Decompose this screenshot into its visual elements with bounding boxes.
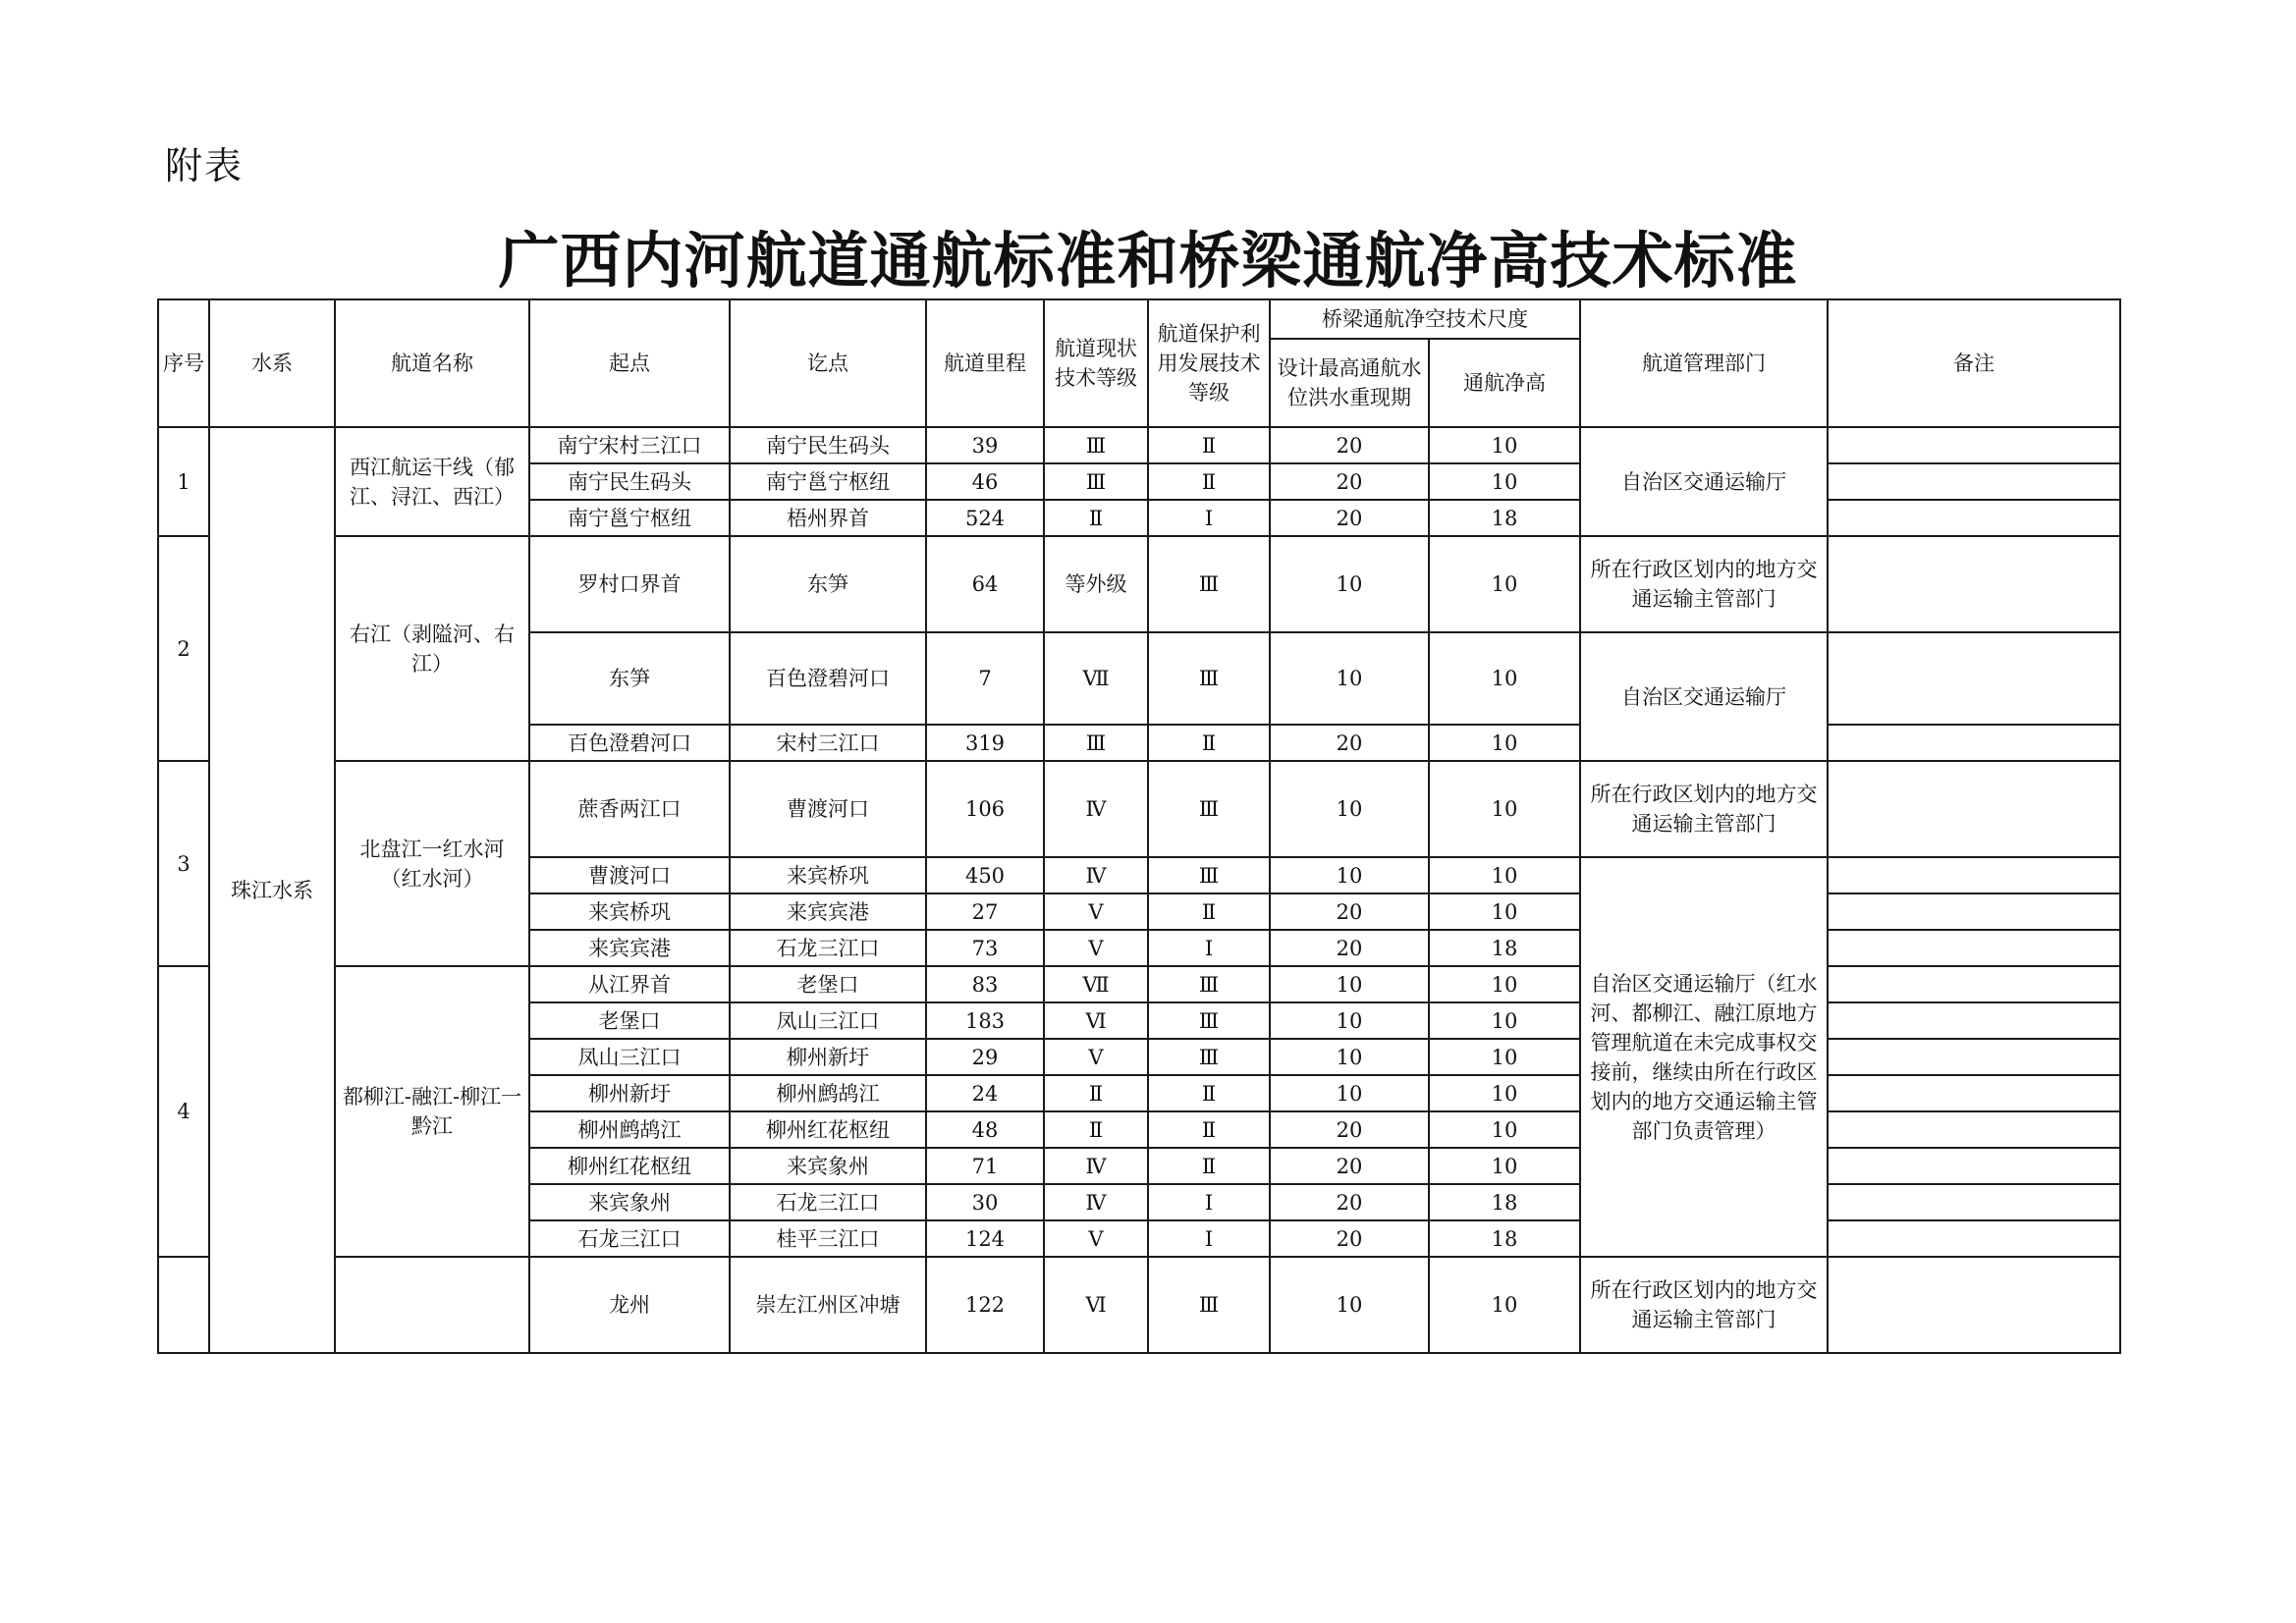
current-grade-cell: Ⅴ xyxy=(1044,1220,1148,1257)
current-grade-cell: 等外级 xyxy=(1044,536,1148,632)
note-cell xyxy=(1828,632,2120,725)
length-cell: 83 xyxy=(926,966,1044,1002)
dev-grade-cell: Ⅱ xyxy=(1148,725,1270,761)
end-cell: 百色澄碧河口 xyxy=(730,632,926,725)
start-cell: 南宁宋村三江口 xyxy=(529,427,730,463)
end-cell: 石龙三江口 xyxy=(730,1184,926,1220)
length-cell: 106 xyxy=(926,761,1044,857)
flood-period-cell: 10 xyxy=(1270,857,1429,893)
note-cell xyxy=(1828,463,2120,500)
header-start: 起点 xyxy=(529,299,730,427)
channel-name xyxy=(335,1257,529,1353)
length-cell: 7 xyxy=(926,632,1044,725)
group-seq: 4 xyxy=(158,966,209,1257)
length-cell: 24 xyxy=(926,1075,1044,1111)
flood-period-cell: 20 xyxy=(1270,1220,1429,1257)
end-cell: 宋村三江口 xyxy=(730,725,926,761)
current-grade-cell: Ⅵ xyxy=(1044,1257,1148,1353)
current-grade-cell: Ⅴ xyxy=(1044,930,1148,966)
length-cell: 71 xyxy=(926,1148,1044,1184)
length-cell: 39 xyxy=(926,427,1044,463)
channel-name: 都柳江-融江-柳江一黔江 xyxy=(335,966,529,1257)
clearance-cell: 10 xyxy=(1429,893,1580,930)
end-cell: 石龙三江口 xyxy=(730,930,926,966)
clearance-cell: 18 xyxy=(1429,1220,1580,1257)
clearance-cell: 18 xyxy=(1429,930,1580,966)
end-cell: 曹渡河口 xyxy=(730,761,926,857)
start-cell: 龙州 xyxy=(529,1257,730,1353)
clearance-cell: 10 xyxy=(1429,725,1580,761)
clearance-cell: 10 xyxy=(1429,761,1580,857)
flood-period-cell: 10 xyxy=(1270,1075,1429,1111)
note-cell xyxy=(1828,1002,2120,1039)
start-cell: 柳州红花枢纽 xyxy=(529,1148,730,1184)
channel-name: 西江航运干线（郁江、浔江、西江） xyxy=(335,427,529,536)
start-cell: 南宁民生码头 xyxy=(529,463,730,500)
current-grade-cell: Ⅲ xyxy=(1044,725,1148,761)
header-seq: 序号 xyxy=(158,299,209,427)
end-cell: 梧州界首 xyxy=(730,500,926,536)
flood-period-cell: 20 xyxy=(1270,1184,1429,1220)
flood-period-cell: 20 xyxy=(1270,463,1429,500)
dev-grade-cell: Ⅱ xyxy=(1148,1075,1270,1111)
header-length: 航道里程 xyxy=(926,299,1044,427)
start-cell: 柳州鹧鸪江 xyxy=(529,1111,730,1148)
header-note: 备注 xyxy=(1828,299,2120,427)
start-cell: 来宾桥巩 xyxy=(529,893,730,930)
end-cell: 凤山三江口 xyxy=(730,1002,926,1039)
dev-grade-cell: Ⅱ xyxy=(1148,463,1270,500)
note-cell xyxy=(1828,1111,2120,1148)
water-system-cell: 珠江水系 xyxy=(209,427,335,1353)
dev-grade-cell: Ⅲ xyxy=(1148,761,1270,857)
note-cell xyxy=(1828,1257,2120,1353)
header-clearance: 通航净高 xyxy=(1429,339,1580,427)
navigation-standards-table xyxy=(157,298,2121,1354)
start-cell: 老堡口 xyxy=(529,1002,730,1039)
start-cell: 凤山三江口 xyxy=(529,1039,730,1075)
dev-grade-cell: Ⅰ xyxy=(1148,1220,1270,1257)
note-cell xyxy=(1828,966,2120,1002)
dev-grade-cell: Ⅲ xyxy=(1148,632,1270,725)
group-seq: 3 xyxy=(158,761,209,966)
dev-grade-cell: Ⅲ xyxy=(1148,536,1270,632)
length-cell: 27 xyxy=(926,893,1044,930)
flood-period-cell: 20 xyxy=(1270,500,1429,536)
document-title: 广西内河航道通航标准和桥梁通航净高技术标准 xyxy=(498,225,1798,297)
clearance-cell: 10 xyxy=(1429,1075,1580,1111)
clearance-cell: 18 xyxy=(1429,500,1580,536)
start-cell: 蔗香两江口 xyxy=(529,761,730,857)
start-cell: 罗村口界首 xyxy=(529,536,730,632)
note-cell xyxy=(1828,1039,2120,1075)
flood-period-cell: 10 xyxy=(1270,1039,1429,1075)
flood-period-cell: 10 xyxy=(1270,761,1429,857)
dev-grade-cell: Ⅱ xyxy=(1148,893,1270,930)
dev-grade-cell: Ⅲ xyxy=(1148,857,1270,893)
flood-period-cell: 20 xyxy=(1270,1111,1429,1148)
clearance-cell: 10 xyxy=(1429,1257,1580,1353)
header-water-system: 水系 xyxy=(209,299,335,427)
clearance-cell: 18 xyxy=(1429,1184,1580,1220)
note-cell xyxy=(1828,930,2120,966)
dev-grade-cell: Ⅰ xyxy=(1148,930,1270,966)
length-cell: 124 xyxy=(926,1220,1044,1257)
management-cell: 所在行政区划内的地方交通运输主管部门 xyxy=(1580,761,1828,857)
length-cell: 73 xyxy=(926,930,1044,966)
clearance-cell: 10 xyxy=(1429,536,1580,632)
current-grade-cell: Ⅳ xyxy=(1044,761,1148,857)
end-cell: 老堡口 xyxy=(730,966,926,1002)
current-grade-cell: Ⅲ xyxy=(1044,427,1148,463)
current-grade-cell: Ⅱ xyxy=(1044,500,1148,536)
clearance-cell: 10 xyxy=(1429,1002,1580,1039)
current-grade-cell: Ⅱ xyxy=(1044,1075,1148,1111)
note-cell xyxy=(1828,725,2120,761)
end-cell: 桂平三江口 xyxy=(730,1220,926,1257)
flood-period-cell: 20 xyxy=(1270,893,1429,930)
note-cell xyxy=(1828,427,2120,463)
current-grade-cell: Ⅶ xyxy=(1044,966,1148,1002)
end-cell: 来宾桥巩 xyxy=(730,857,926,893)
header-flood-period: 设计最高通航水位洪水重现期 xyxy=(1270,339,1429,427)
clearance-cell: 10 xyxy=(1429,1111,1580,1148)
end-cell: 来宾宾港 xyxy=(730,893,926,930)
note-cell xyxy=(1828,857,2120,893)
note-cell xyxy=(1828,1184,2120,1220)
management-cell: 自治区交通运输厅（红水河、都柳江、融江原地方管理航道在未完成事权交接前，继续由所在行政区划内的地方交通运输主管部门负责管理） xyxy=(1580,857,1828,1257)
start-cell: 石龙三江口 xyxy=(529,1220,730,1257)
management-cell: 自治区交通运输厅 xyxy=(1580,632,1828,761)
appendix-label: 附表 xyxy=(165,144,245,188)
start-cell: 柳州新圩 xyxy=(529,1075,730,1111)
length-cell: 48 xyxy=(926,1111,1044,1148)
note-cell xyxy=(1828,1075,2120,1111)
group-seq xyxy=(158,1257,209,1353)
current-grade-cell: Ⅴ xyxy=(1044,1039,1148,1075)
dev-grade-cell: Ⅱ xyxy=(1148,1111,1270,1148)
clearance-cell: 10 xyxy=(1429,463,1580,500)
start-cell: 南宁邕宁枢纽 xyxy=(529,500,730,536)
dev-grade-cell: Ⅲ xyxy=(1148,1039,1270,1075)
current-grade-cell: Ⅳ xyxy=(1044,1148,1148,1184)
clearance-cell: 10 xyxy=(1429,857,1580,893)
end-cell: 来宾象州 xyxy=(730,1148,926,1184)
start-cell: 百色澄碧河口 xyxy=(529,725,730,761)
group-seq: 1 xyxy=(158,427,209,536)
current-grade-cell: Ⅶ xyxy=(1044,632,1148,725)
end-cell: 柳州鹧鸪江 xyxy=(730,1075,926,1111)
management-cell: 所在行政区划内的地方交通运输主管部门 xyxy=(1580,1257,1828,1353)
length-cell: 319 xyxy=(926,725,1044,761)
management-cell: 所在行政区划内的地方交通运输主管部门 xyxy=(1580,536,1828,632)
start-cell: 东笋 xyxy=(529,632,730,725)
header-bridge-group: 桥梁通航净空技术尺度 xyxy=(1270,299,1580,339)
current-grade-cell: Ⅲ xyxy=(1044,463,1148,500)
start-cell: 来宾象州 xyxy=(529,1184,730,1220)
flood-period-cell: 10 xyxy=(1270,1002,1429,1039)
length-cell: 29 xyxy=(926,1039,1044,1075)
header-dev-grade: 航道保护利用发展技术等级 xyxy=(1148,299,1270,427)
channel-name: 右江（剥隘河、右江） xyxy=(335,536,529,761)
current-grade-cell: Ⅳ xyxy=(1044,1184,1148,1220)
length-cell: 46 xyxy=(926,463,1044,500)
clearance-cell: 10 xyxy=(1429,427,1580,463)
clearance-cell: 10 xyxy=(1429,1039,1580,1075)
note-cell xyxy=(1828,1220,2120,1257)
note-cell xyxy=(1828,500,2120,536)
flood-period-cell: 10 xyxy=(1270,632,1429,725)
header-channel-name: 航道名称 xyxy=(335,299,529,427)
dev-grade-cell: Ⅰ xyxy=(1148,1184,1270,1220)
clearance-cell: 10 xyxy=(1429,632,1580,725)
start-cell: 从江界首 xyxy=(529,966,730,1002)
end-cell: 柳州新圩 xyxy=(730,1039,926,1075)
dev-grade-cell: Ⅲ xyxy=(1148,966,1270,1002)
note-cell xyxy=(1828,536,2120,632)
note-cell xyxy=(1828,893,2120,930)
group-seq: 2 xyxy=(158,536,209,761)
end-cell: 南宁邕宁枢纽 xyxy=(730,463,926,500)
clearance-cell: 10 xyxy=(1429,1148,1580,1184)
length-cell: 450 xyxy=(926,857,1044,893)
flood-period-cell: 20 xyxy=(1270,725,1429,761)
current-grade-cell: Ⅴ xyxy=(1044,893,1148,930)
start-cell: 来宾宾港 xyxy=(529,930,730,966)
current-grade-cell: Ⅳ xyxy=(1044,857,1148,893)
end-cell: 东笋 xyxy=(730,536,926,632)
dev-grade-cell: Ⅱ xyxy=(1148,1148,1270,1184)
length-cell: 122 xyxy=(926,1257,1044,1353)
length-cell: 64 xyxy=(926,536,1044,632)
header-end: 讫点 xyxy=(730,299,926,427)
end-cell: 南宁民生码头 xyxy=(730,427,926,463)
note-cell xyxy=(1828,1148,2120,1184)
management-cell: 自治区交通运输厅 xyxy=(1580,427,1828,536)
flood-period-cell: 20 xyxy=(1270,930,1429,966)
end-cell: 柳州红花枢纽 xyxy=(730,1111,926,1148)
flood-period-cell: 20 xyxy=(1270,1148,1429,1184)
channel-name: 北盘江一红水河（红水河） xyxy=(335,761,529,966)
clearance-cell: 10 xyxy=(1429,966,1580,1002)
start-cell: 曹渡河口 xyxy=(529,857,730,893)
note-cell xyxy=(1828,761,2120,857)
current-grade-cell: Ⅱ xyxy=(1044,1111,1148,1148)
flood-period-cell: 10 xyxy=(1270,1257,1429,1353)
dev-grade-cell: Ⅱ xyxy=(1148,427,1270,463)
current-grade-cell: Ⅵ xyxy=(1044,1002,1148,1039)
flood-period-cell: 10 xyxy=(1270,536,1429,632)
dev-grade-cell: Ⅲ xyxy=(1148,1257,1270,1353)
flood-period-cell: 10 xyxy=(1270,966,1429,1002)
length-cell: 183 xyxy=(926,1002,1044,1039)
dev-grade-cell: Ⅲ xyxy=(1148,1002,1270,1039)
length-cell: 524 xyxy=(926,500,1044,536)
flood-period-cell: 20 xyxy=(1270,427,1429,463)
header-current-grade: 航道现状技术等级 xyxy=(1044,299,1148,427)
length-cell: 30 xyxy=(926,1184,1044,1220)
end-cell: 崇左江州区冲塘 xyxy=(730,1257,926,1353)
header-management: 航道管理部门 xyxy=(1580,299,1828,427)
dev-grade-cell: Ⅰ xyxy=(1148,500,1270,536)
